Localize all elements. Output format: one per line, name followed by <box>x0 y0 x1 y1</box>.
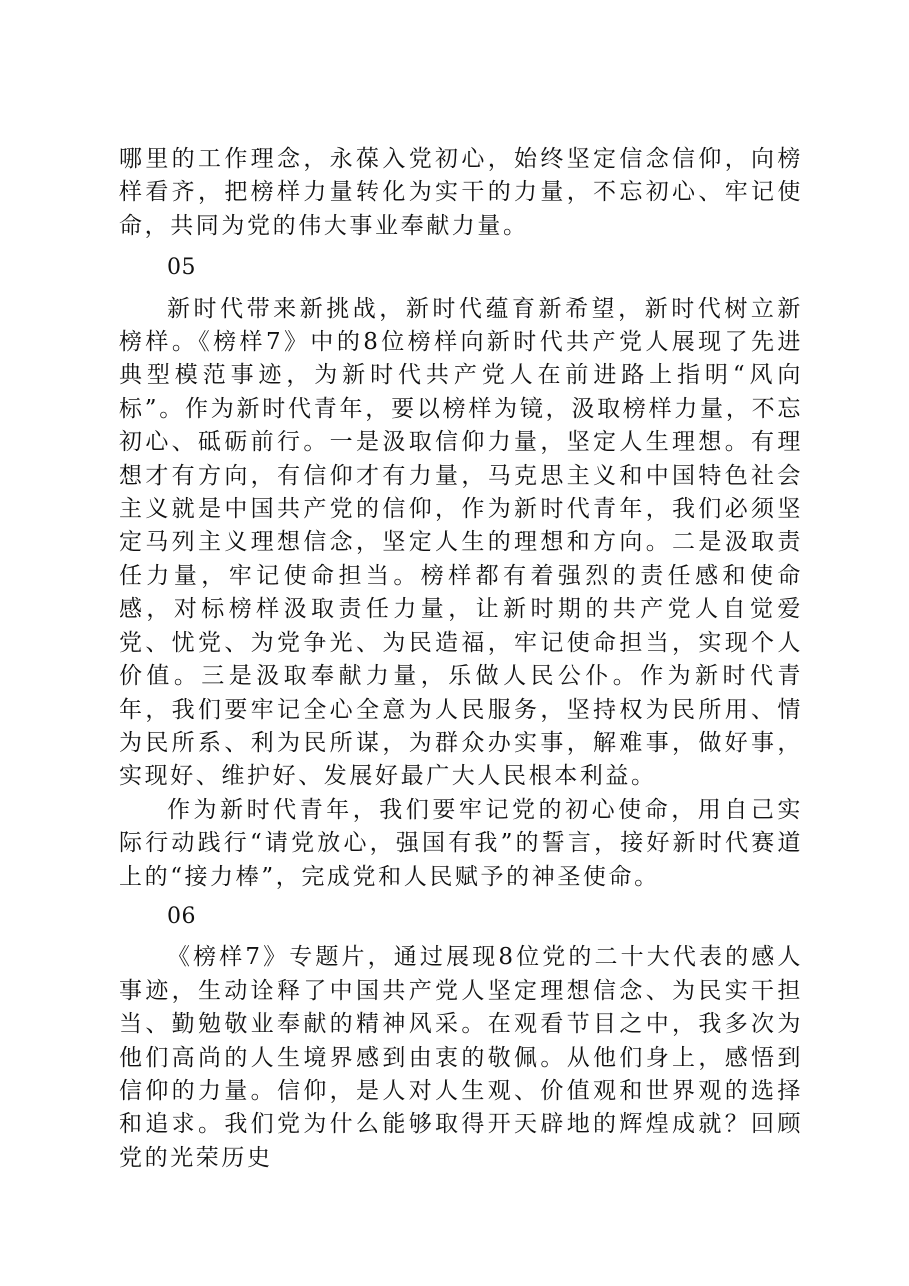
section-number-05: 05 <box>167 255 196 281</box>
paragraph-section-05: 新时代带来新挑战，新时代蕴育新希望，新时代树立新榜样。《榜样7》中的8位榜样向新时代共产党人展现了先进典型模范事迹，为新时代共产党人在前进路上指明“风向标”。作为新时代青年，要以榜样为镜，汲取榜样力量，不忘初心、砥砺前行。一是汲取信仰力量，坚定人生理想。有理想才有方向，有信仰才有力量，马克思主义和中国特色社会主义就是中国共产党的信仰，作为新时代青年，我们必须坚定马列主义理想信念，坚定人生的理想和方向。二是汲取责任力量，牢记使命担当。榜样都有着强烈的责任感和使命感，对标榜样汲取责任力量，让新时期的共产党人自觉爱党、忧党、为党争光、为民造福，牢记使命担当，实现个人价值。三是汲取奉献力量，乐做人民公仆。作为新时代青年，我们要牢记全心全意为人民服务，坚持权为民所用、情为民所系、利为民所谋，为群众办实事，解难事，做好事，实现好、维护好、发展好最广大人民根本利益。 <box>119 295 803 790</box>
paragraph-continued: 哪里的工作理念，永葆入党初心，始终坚定信念信仰，向榜样看齐，把榜样力量转化为实干的力量，不忘初心、牢记使命，共同为党的伟大事业奉献力量。 <box>119 146 803 239</box>
section-number-06: 06 <box>167 903 196 929</box>
paragraph-section-05-closing: 作为新时代青年，我们要牢记党的初心使命，用自己实际行动践行“请党放心，强国有我”的誓言，接好新时代赛道上的“接力棒”，完成党和人民赋予的神圣使命。 <box>119 796 803 890</box>
paragraph-section-06: 《榜样7》专题片，通过展现8位党的二十大代表的感人事迹，生动诠释了中国共产党人坚定理想信念、为民实干担当、勤勉敬业奉献的精神风采。在观看节目之中，我多次为他们高尚的人生境界感到由衷的敬佩。从他们身上，感悟到信仰的力量。信仰，是人对人生观、价值观和世界观的选择和追求。我们党为什么能够取得开天辟地的辉煌成就？回顾党的光荣历史 <box>119 944 803 1171</box>
document-body <box>119 143 803 1175</box>
